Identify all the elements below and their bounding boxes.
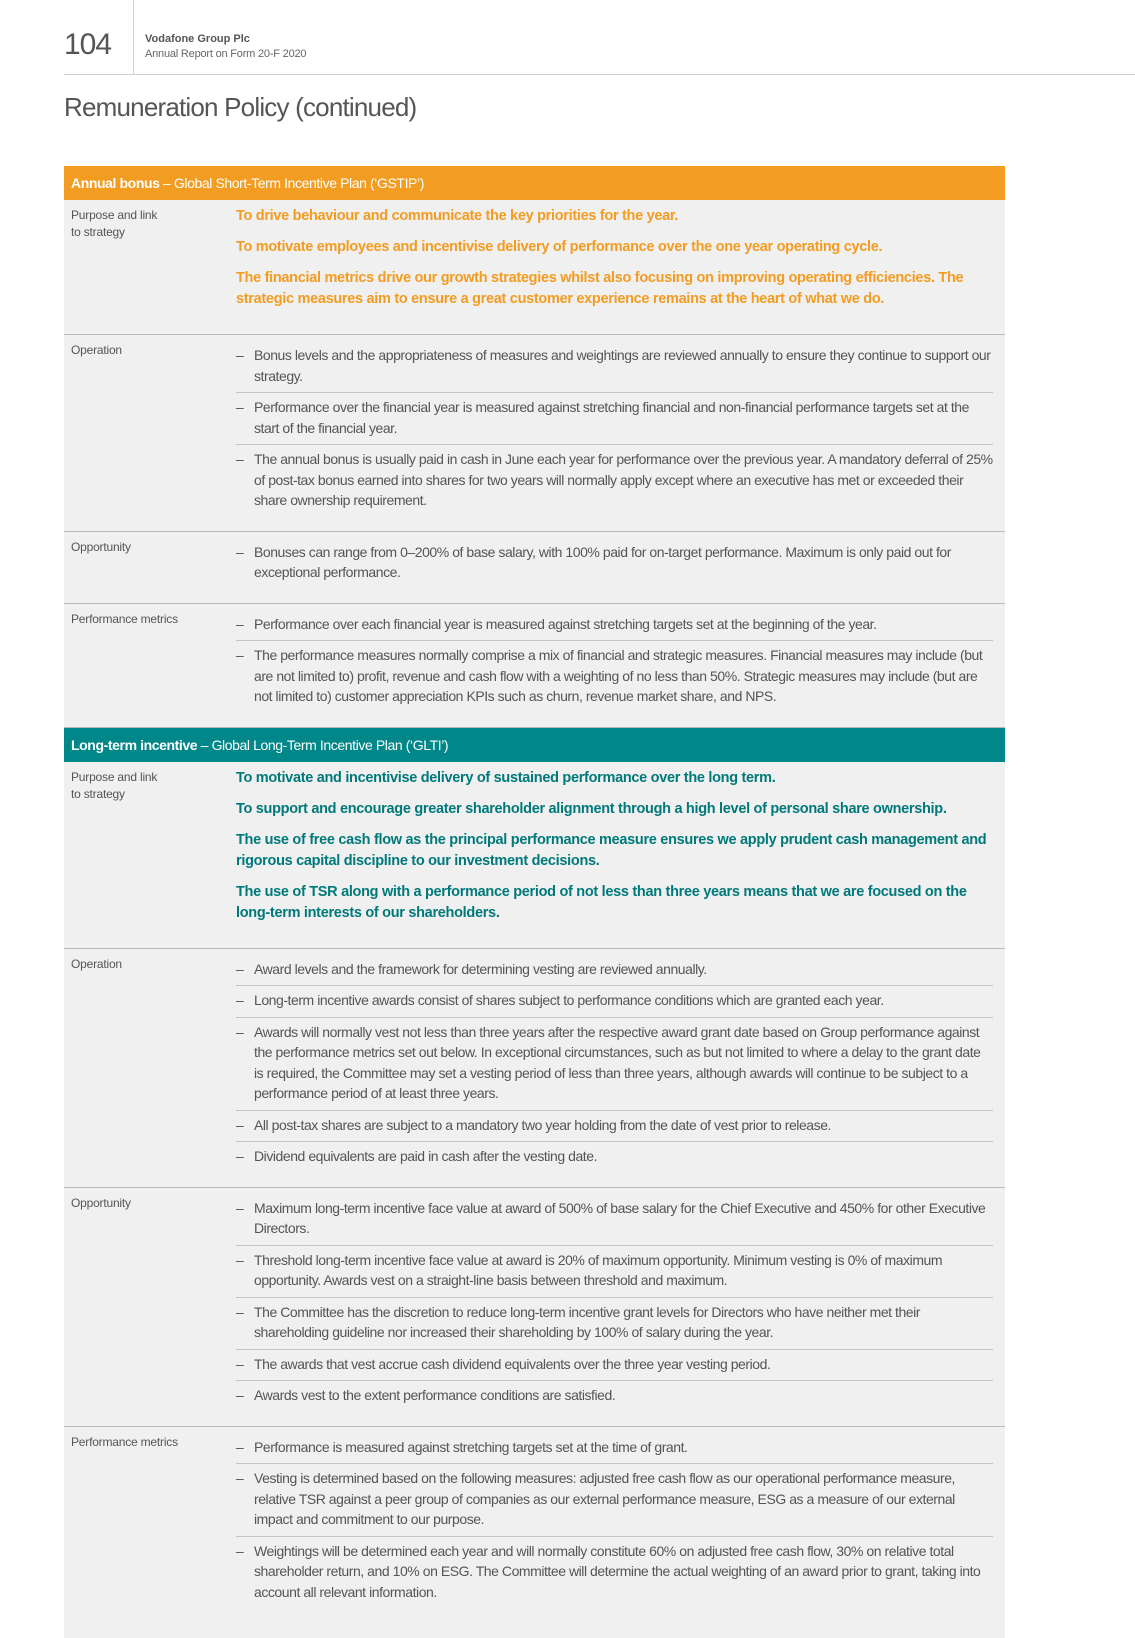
row-label: Purpose and link to strategy bbox=[64, 200, 236, 334]
page-title: Remuneration Policy (continued) bbox=[64, 92, 416, 123]
bullet-item bbox=[236, 955, 993, 987]
dash-bullet-icon: – bbox=[236, 449, 243, 470]
dash-bullet-icon: – bbox=[236, 990, 243, 1011]
purpose-statement: The use of free cash flow as the principal performance measure ensures we apply prudent cash management and rigorous capital discipline to our investment decisions. bbox=[236, 830, 993, 872]
dash-bullet-icon: – bbox=[236, 1250, 243, 1271]
bullet-text: Performance over each financial year is measured against stretching targets set at the beginning of the year. bbox=[254, 616, 877, 632]
bullet-text: Bonus levels and the appropriateness of measures and weightings are reviewed annually to ensure they continue to support our strategy. bbox=[254, 347, 990, 384]
bullet-text: All post-tax shares are subject to a mandatory two year holding from the date of vest prior to release. bbox=[254, 1117, 831, 1133]
dash-bullet-icon: – bbox=[236, 1302, 243, 1323]
row-label: Operation bbox=[64, 335, 236, 531]
dash-bullet-icon: – bbox=[236, 1115, 243, 1136]
bullet-text: The Committee has the discretion to reduce long-term incentive grant levels for Directors who have neither met their shareholding guideline nor increased their shareholding by 100% of salary during the year. bbox=[254, 1304, 920, 1341]
policy-table bbox=[64, 166, 1005, 1638]
row-label: Purpose and link to strategy bbox=[64, 762, 236, 948]
dash-bullet-icon: – bbox=[236, 1146, 243, 1167]
bullet-text: Awards vest to the extent performance conditions are satisfied. bbox=[254, 1387, 615, 1403]
bullet-list bbox=[236, 1194, 993, 1412]
bullet-text: Weightings will be determined each year and will normally constitute 60% on adjusted free cash flow, 30% on relative total shareholder return, and 10% on ESG. The Committee will determine the actual weighting of an award prior to grant, taking into account all relevant information. bbox=[254, 1543, 980, 1600]
purpose-statement: To support and encourage greater shareholder alignment through a high level of personal share ownership. bbox=[236, 799, 993, 820]
header-horizontal-divider bbox=[64, 74, 1135, 75]
section-heading-subtitle: – Global Short-Term Incentive Plan (‘GSTIP’) bbox=[160, 175, 424, 191]
dash-bullet-icon: – bbox=[236, 1541, 243, 1562]
dash-bullet-icon: – bbox=[236, 1354, 243, 1375]
bullet-item bbox=[236, 1433, 993, 1465]
bullet-item bbox=[236, 1298, 993, 1350]
bullet-text: Awards will normally vest not less than three years after the respective award grant date based on Group performance against the performance metrics set out below. In exceptional circumstances, such as but not limited to where a delay to the grant date is required, the Committee may set a vesting period of less than three years, although awards will continue to be subject to a performance period of at least three years. bbox=[254, 1024, 981, 1102]
bullet-item bbox=[236, 610, 993, 642]
policy-row bbox=[64, 335, 1005, 532]
policy-row bbox=[64, 532, 1005, 604]
bullet-text: Award levels and the framework for determining vesting are reviewed annually. bbox=[254, 961, 707, 977]
dash-bullet-icon: – bbox=[236, 614, 243, 635]
row-label: Operation bbox=[64, 949, 236, 1187]
dash-bullet-icon: – bbox=[236, 1437, 243, 1458]
bullet-list bbox=[236, 538, 993, 589]
bullet-text: Bonuses can range from 0–200% of base salary, with 100% paid for on-target performance. Maximum is only paid out for exceptional performance. bbox=[254, 544, 951, 581]
purpose-statement: The use of TSR along with a performance period of not less than three years means that we are focused on the long-term interests of our shareholders. bbox=[236, 882, 993, 924]
bullet-item bbox=[236, 1381, 993, 1412]
section-heading-bold: Long-term incentive bbox=[71, 737, 197, 753]
row-label: Performance metrics bbox=[64, 1427, 236, 1623]
bullet-item bbox=[236, 1464, 993, 1537]
dash-bullet-icon: – bbox=[236, 542, 243, 563]
purpose-statement: To motivate employees and incentivise delivery of performance over the one year operating cycle. bbox=[236, 237, 993, 258]
bullet-item bbox=[236, 1246, 993, 1298]
policy-row bbox=[64, 604, 1005, 728]
bullet-text: The performance measures normally comprise a mix of financial and strategic measures. Financial measures may include (but are not limited to) profit, revenue and cash flow with a weighting of no less than 50%. Strategic measures may include (but are not limited to) customer appreciation KPIs such as churn, revenue market share, and NPS. bbox=[254, 647, 982, 704]
bullet-list bbox=[236, 341, 993, 517]
bullet-text: Vesting is determined based on the following measures: adjusted free cash flow as our operational performance measure, relative TSR against a peer group of companies as our external performance measure, ESG as a measure of our external impact and commitment to our purpose. bbox=[254, 1470, 955, 1527]
purpose-row bbox=[64, 762, 1005, 949]
section-heading-subtitle: – Global Long-Term Incentive Plan (‘GLTI’) bbox=[197, 737, 448, 753]
bullet-list bbox=[236, 955, 993, 1173]
dash-bullet-icon: – bbox=[236, 397, 243, 418]
dash-bullet-icon: – bbox=[236, 1022, 243, 1043]
section-heading-bold: Annual bonus bbox=[71, 175, 160, 191]
dash-bullet-icon: – bbox=[236, 959, 243, 980]
dash-bullet-icon: – bbox=[236, 345, 243, 366]
bullet-list bbox=[236, 610, 993, 713]
purpose-statement: The financial metrics drive our growth strategies whilst also focusing on improving operating efficiencies. The strategic measures aim to ensure a great customer experience remains at the heart of what we do. bbox=[236, 268, 993, 310]
bullet-item bbox=[236, 393, 993, 445]
purpose-statement: To drive behaviour and communicate the key priorities for the year. bbox=[236, 206, 993, 227]
bullet-text: Dividend equivalents are paid in cash after the vesting date. bbox=[254, 1148, 597, 1164]
purpose-row bbox=[64, 200, 1005, 335]
row-label: Opportunity bbox=[64, 1188, 236, 1426]
row-label: Performance metrics bbox=[64, 604, 236, 727]
bullet-text: The awards that vest accrue cash dividend equivalents over the three year vesting period. bbox=[254, 1356, 770, 1372]
bullet-item bbox=[236, 341, 993, 393]
bullet-item bbox=[236, 1018, 993, 1111]
bullet-item bbox=[236, 1350, 993, 1382]
purpose-statement: To motivate and incentivise delivery of sustained performance over the long term. bbox=[236, 768, 993, 789]
row-label: Opportunity bbox=[64, 532, 236, 603]
page-number: 104 bbox=[64, 28, 111, 62]
dash-bullet-icon: – bbox=[236, 645, 243, 666]
bullet-item bbox=[236, 1142, 993, 1173]
bullet-item bbox=[236, 1111, 993, 1143]
company-name: Vodafone Group Plc bbox=[145, 33, 250, 45]
policy-row bbox=[64, 949, 1005, 1188]
bullet-item bbox=[236, 986, 993, 1018]
bullet-text: The annual bonus is usually paid in cash in June each year for performance over the previous year. A mandatory deferral of 25% of post-tax bonus earned into shares for two years will normally apply except where an executive has met or exceeded their share ownership requirement. bbox=[254, 451, 993, 508]
dash-bullet-icon: – bbox=[236, 1198, 243, 1219]
bullet-item bbox=[236, 538, 993, 589]
purpose-statements bbox=[236, 762, 1005, 948]
bullet-item bbox=[236, 445, 993, 517]
purpose-statements bbox=[236, 200, 1005, 334]
section-heading bbox=[64, 166, 1005, 200]
section-heading bbox=[64, 728, 1005, 762]
header-vertical-divider bbox=[133, 0, 134, 74]
policy-row bbox=[64, 1427, 1005, 1638]
report-name: Annual Report on Form 20-F 2020 bbox=[145, 48, 306, 60]
bullet-item bbox=[236, 1537, 993, 1609]
bullet-list bbox=[236, 1433, 993, 1609]
bullet-item bbox=[236, 1194, 993, 1246]
bullet-text: Performance over the financial year is measured against stretching financial and non-financial performance targets set at the start of the financial year. bbox=[254, 399, 969, 436]
bullet-text: Performance is measured against stretching targets set at the time of grant. bbox=[254, 1439, 687, 1455]
policy-row bbox=[64, 1188, 1005, 1427]
dash-bullet-icon: – bbox=[236, 1468, 243, 1489]
bullet-item bbox=[236, 641, 993, 713]
bullet-text: Maximum long-term incentive face value at award of 500% of base salary for the Chief Executive and 450% for other Executive Directors. bbox=[254, 1200, 985, 1237]
bullet-text: Threshold long-term incentive face value at award is 20% of maximum opportunity. Minimum vesting is 0% of maximum opportunity. Awards vest on a straight-line basis between threshold and maximum. bbox=[254, 1252, 942, 1289]
bullet-text: Long-term incentive awards consist of shares subject to performance conditions which are granted each year. bbox=[254, 992, 884, 1008]
dash-bullet-icon: – bbox=[236, 1385, 243, 1406]
